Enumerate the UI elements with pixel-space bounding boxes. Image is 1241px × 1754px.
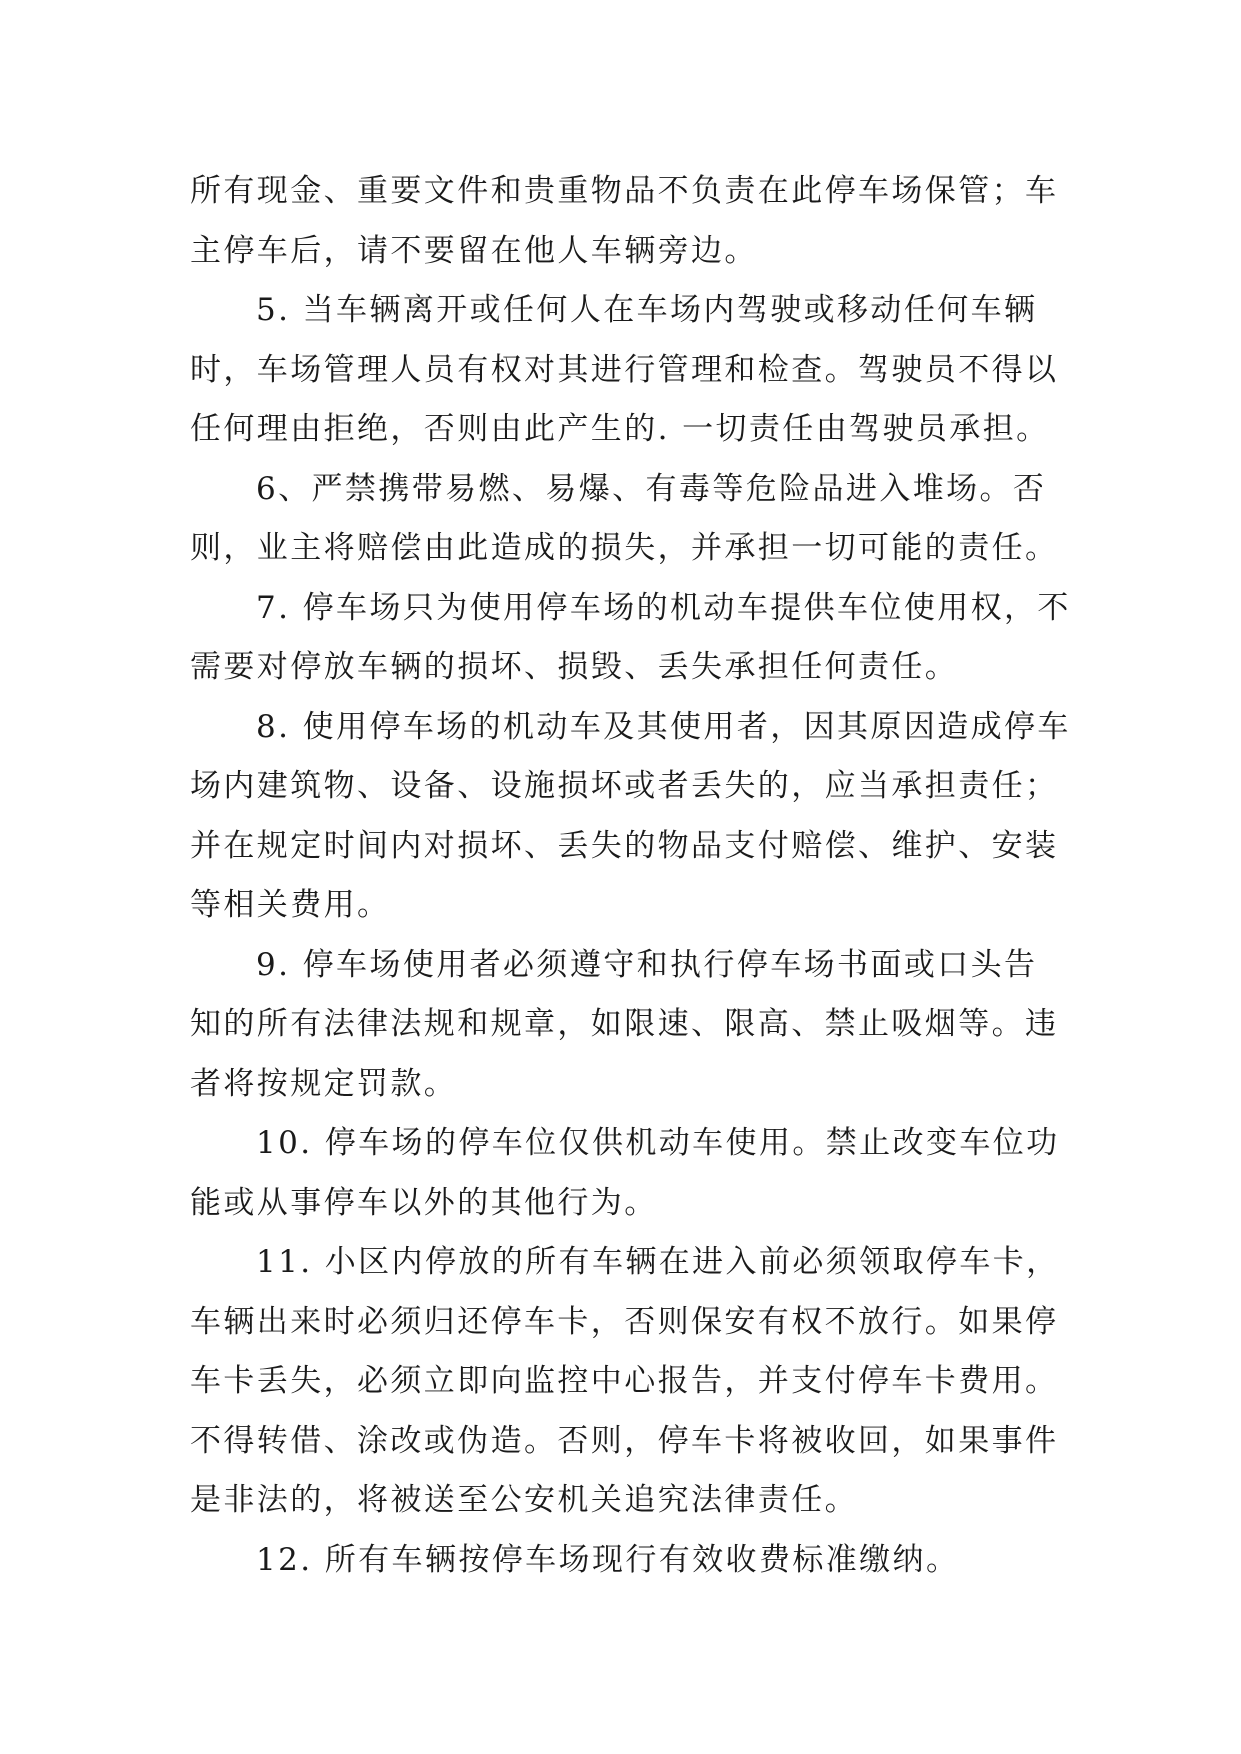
text-line: 主停车后，请不要留在他人车辆旁边。 xyxy=(190,232,758,269)
text-line: 时，车场管理人员有权对其进行管理和检查。驾驶员不得以 xyxy=(190,351,1059,388)
text-line: 是非法的，将被送至公安机关追究法律责任。 xyxy=(190,1482,858,1518)
document-body xyxy=(190,162,1070,1590)
text-line: 10. 停车场的停车位仅供机动车使用。禁止改变车位功 xyxy=(256,1125,1060,1161)
text-line: 车辆出来时必须归还停车卡，否则保安有权不放行。如果停 xyxy=(190,1303,1059,1340)
text-line: 12. 所有车辆按停车场现行有效收费标准缴纳。 xyxy=(256,1541,960,1578)
text-line: 所有现金、重要文件和贵重物品不负责在此停车场保管；车 xyxy=(190,173,1059,209)
text-line: 场内建筑物、设备、设施损坏或者丢失的，应当承担责任； xyxy=(190,768,1059,804)
text-line: 能或从事停车以外的其他行为。 xyxy=(190,1184,658,1221)
text-line: 知的所有法律法规和规章，如限速、限高、禁止吸烟等。违 xyxy=(190,1006,1059,1042)
text-line: 任何理由拒绝，否则由此产生的. 一切责任由驾驶员承担。 xyxy=(190,411,1050,447)
text-line: 等相关费用。 xyxy=(190,887,391,923)
text-line: 5. 当车辆离开或任何人在车场内驾驶或移动任何车辆 xyxy=(256,292,1038,328)
text-line: 车卡丢失，必须立即向监控中心报告，并支付停车卡费用。 xyxy=(190,1363,1059,1399)
text-line: 需要对停放车辆的损坏、损毁、丢失承担任何责任。 xyxy=(190,649,959,685)
text-line: 9. 停车场使用者必须遵守和执行停车场书面或口头告 xyxy=(256,946,1038,983)
text-line: 8. 使用停车场的机动车及其使用者，因其原因造成停车 xyxy=(256,708,1071,745)
text-line: 并在规定时间内对损坏、丢失的物品支付赔偿、维护、安装 xyxy=(190,827,1059,864)
text-line: 11. 小区内停放的所有车辆在进入前必须领取停车卡， xyxy=(256,1244,1060,1280)
text-line: 6、严禁携带易燃、易爆、有毒等危险品进入堆场。否 xyxy=(256,470,1047,507)
text-line: 者将按规定罚款。 xyxy=(190,1065,458,1102)
text-line: 则，业主将赔偿由此造成的损失，并承担一切可能的责任。 xyxy=(190,530,1059,566)
text-line: 不得转借、涂改或伪造。否则，停车卡将被收回，如果事件 xyxy=(190,1422,1059,1459)
text-line: 7. 停车场只为使用停车场的机动车提供车位使用权，不 xyxy=(256,589,1071,626)
